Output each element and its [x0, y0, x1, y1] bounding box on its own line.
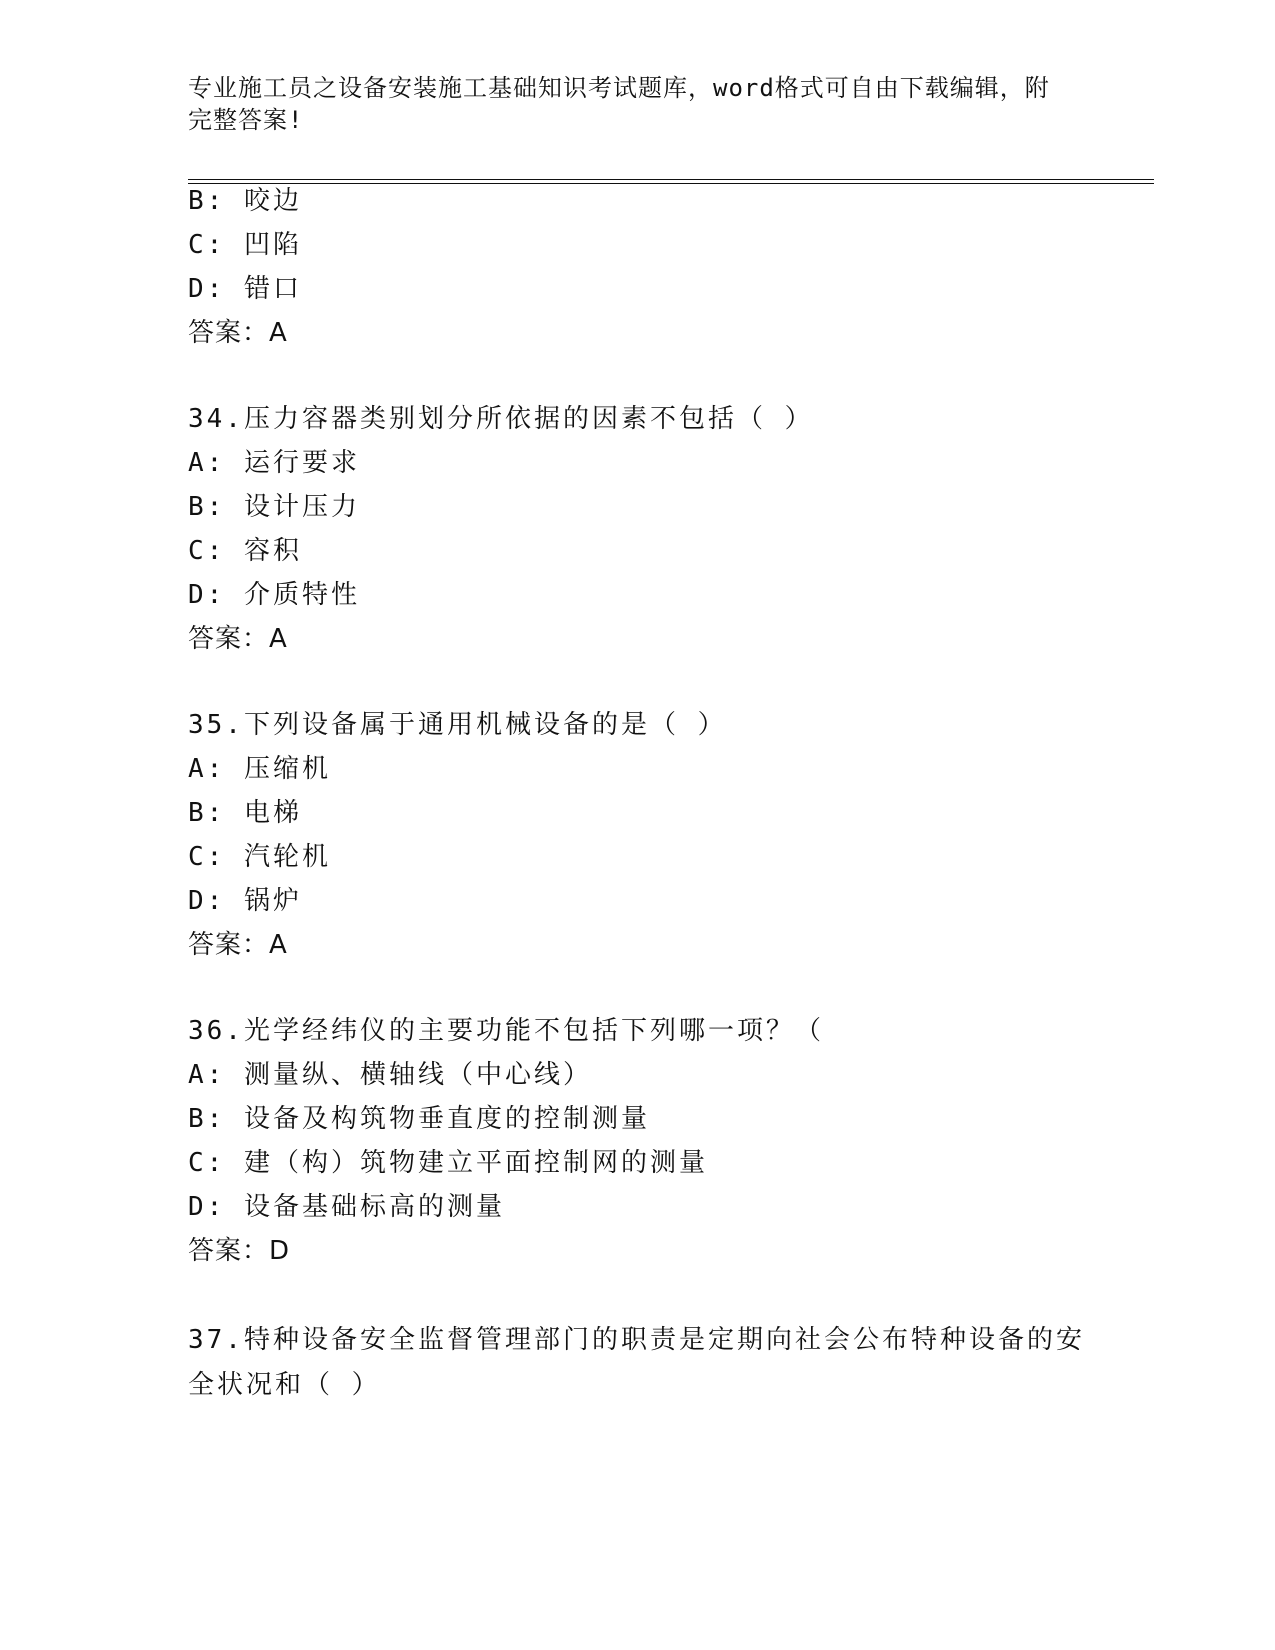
q34-option-a: A: 运行要求 [188, 448, 360, 478]
q35-option-b: B: 电梯 [188, 798, 302, 828]
q36-question: 36.光学经纬仪的主要功能不包括下列哪一项？（ [188, 1016, 824, 1046]
document-header: 专业施工员之设备安装施工基础知识考试题库，word格式可自由下载编辑，附完整答案! [188, 74, 1050, 134]
q35-option-c: C: 汽轮机 [188, 842, 331, 872]
q34-option-b: B: 设计压力 [188, 492, 360, 522]
q33-option-c: C: 凹陷 [188, 230, 302, 260]
q34-answer: 答案：A [188, 624, 288, 654]
header-rule-bottom [188, 183, 1154, 184]
q35-option-d: D: 锅炉 [188, 886, 302, 916]
q34-question: 34.压力容器类别划分所依据的因素不包括（ ） [188, 404, 814, 434]
q35-question: 35.下列设备属于通用机械设备的是（ ） [188, 710, 727, 740]
header-rule-top [188, 179, 1154, 180]
q35-option-a: A: 压缩机 [188, 754, 331, 784]
q36-answer: 答案：D [188, 1236, 291, 1266]
q36-option-d: D: 设备基础标高的测量 [188, 1192, 505, 1222]
q33-option-b: B: 咬边 [188, 186, 302, 216]
q37-question: 37.特种设备安全监督管理部门的职责是定期向社会公布特种设备的安全状况和（ ） [188, 1325, 1085, 1400]
q33-answer: 答案：A [188, 318, 288, 348]
q33-option-d: D: 错口 [188, 274, 302, 304]
q36-option-a: A: 测量纵、横轴线（中心线） [188, 1060, 592, 1090]
q36-option-b: B: 设备及构筑物垂直度的控制测量 [188, 1104, 650, 1134]
q34-option-d: D: 介质特性 [188, 580, 360, 610]
q36-option-c: C: 建（构）筑物建立平面控制网的测量 [188, 1148, 708, 1178]
q34-option-c: C: 容积 [188, 536, 302, 566]
q35-answer: 答案：A [188, 930, 288, 960]
